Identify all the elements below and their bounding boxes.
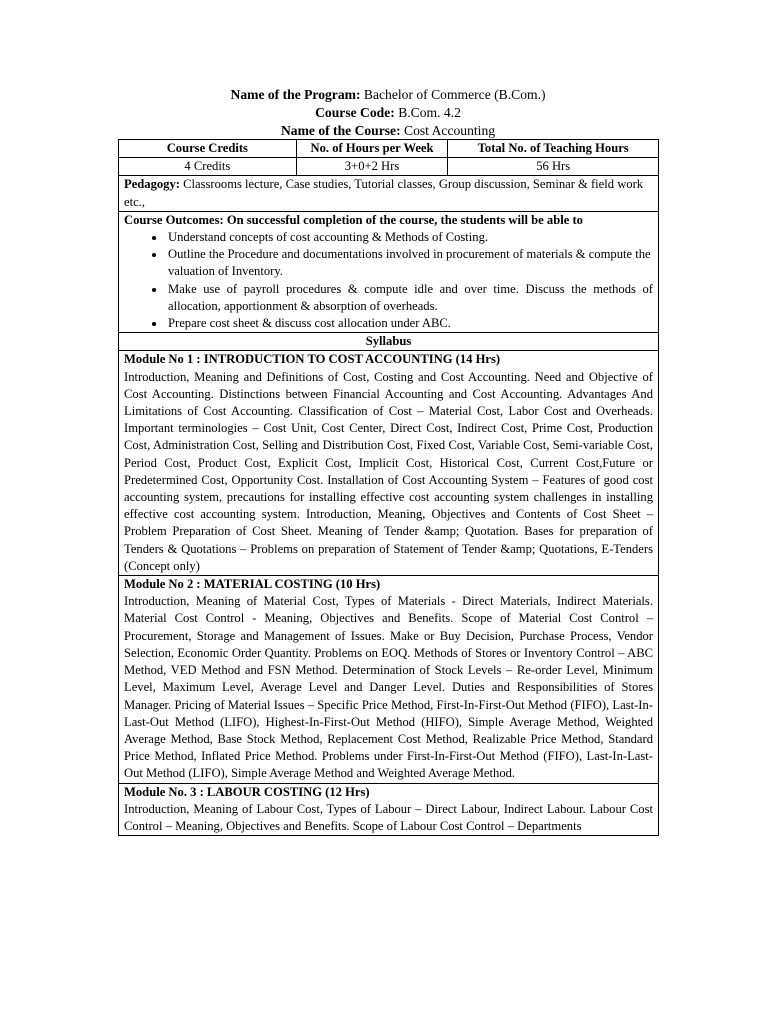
- total-hours-header-cell: Total No. of Teaching Hours: [448, 140, 659, 158]
- outcome-item: • Prepare cost sheet & discuss cost allocation under ABC.: [166, 315, 653, 332]
- course-header: [118, 86, 658, 140]
- pedagogy-label: Pedagogy:: [124, 177, 180, 192]
- module-title: Module No 2 : MATERIAL COSTING (10 Hrs): [124, 577, 381, 592]
- program-value: Bachelor of Commerce (B.Com.): [363, 87, 546, 102]
- module-text: Introduction, Meaning of Labour Cost, Types of Labour – Direct Labour, Indirect Labour. Labour Cost Control – Meaning, Objectives and Benefits. Scope of Labour Cost Control – Departments: [124, 801, 653, 833]
- pedagogy-text: Classrooms lecture, Case studies, Tutorial classes, Group discussion, Seminar & field work etc.,: [124, 177, 644, 209]
- course-name-label: Name of the Course:: [280, 123, 401, 138]
- pedagogy-cell: [119, 176, 659, 211]
- course-table: [118, 139, 659, 836]
- module-row: [119, 783, 659, 836]
- program-line: [118, 86, 658, 104]
- credits-header-row: [119, 140, 659, 158]
- module-2-cell: [119, 576, 659, 783]
- module-title: Module No 1 : INTRODUCTION TO COST ACCOUNTING (14 Hrs): [124, 352, 501, 367]
- outcomes-cell: [119, 211, 659, 332]
- module-row: [119, 576, 659, 783]
- syllabus-heading: Syllabus: [119, 333, 659, 351]
- outcome-item: • Make use of payroll procedures & compute idle and over time. Discuss the methods of allocation, apportionment & absorption of overheads.: [166, 281, 653, 315]
- outcomes-heading: Course Outcomes: On successful completion of the course, the students will be able to: [124, 212, 583, 227]
- module-title: Module No. 3 : LABOUR COSTING (12 Hrs): [124, 784, 370, 799]
- outcomes-list: [124, 229, 653, 332]
- syllabus-heading-row: [119, 333, 659, 351]
- hours-value-cell: 3+0+2 Hrs: [296, 158, 448, 176]
- course-name-line: [118, 122, 658, 140]
- hours-header-cell: No. of Hours per Week: [296, 140, 448, 158]
- course-code-label: Course Code:: [315, 105, 395, 120]
- program-label: Name of the Program:: [230, 87, 361, 102]
- outcome-item: • Outline the Procedure and documentations involved in procurement of materials & compute the valuation of Inventory.: [166, 246, 653, 280]
- module-text: Introduction, Meaning and Definitions of Cost, Costing and Cost Accounting. Need and Objective of Cost Accounting. Distinctions between Financial Accounting and Cost Accounting. Advantages And Limitations of Cost Accounting. Classification of Cost – Material Cost, Labor Cost and Overheads. Important terminologies – Cost Unit, Cost Center, Direct Cost, Indirect Cost, Prime Cost, Production Cost, Administration Cost, Selling and Distribution Cost, Fixed Cost, Variable Cost, Semi-variable Cost, Period Cost, Product Cost, Explicit Cost, Implicit Cost, Historical Cost, Current Cost,Future or Predetermined Cost, Opportunity Cost. Installation of Cost Accounting System – Features of good cost accounting system, precautions for installing effective cost accounting system challenges in installing effective cost accounting system. Introduction, Meaning, Objectives and Contents of Cost Sheet – Problem Preparation of Cost Sheet. Meaning of Tender &amp; Quotation. Bases for preparation of Tenders & Quotations – Problems on preparation of Statement of Tender &amp; Quotations, E-Tenders (Concept only): [124, 369, 653, 573]
- outcomes-row: [119, 211, 659, 332]
- credits-header-cell: Course Credits: [119, 140, 297, 158]
- course-name-value: Cost Accounting: [404, 123, 496, 138]
- course-code-line: [118, 104, 658, 122]
- total-hours-value-cell: 56 Hrs: [448, 158, 659, 176]
- credits-value-row: [119, 158, 659, 176]
- course-code-value: B.Com. 4.2: [398, 105, 461, 120]
- credits-value-cell: 4 Credits: [119, 158, 297, 176]
- module-row: [119, 351, 659, 576]
- outcome-item: • Understand concepts of cost accounting & Methods of Costing.: [166, 229, 653, 246]
- module-text: Introduction, Meaning of Material Cost, Types of Materials - Direct Materials, Indirect Materials. Material Cost Control - Meaning, Objectives and Benefits. Scope of Material Cost Control – Procurement, Storage and Management of Issues. Make or Buy Decision, Purchase Process, Vendor Selection, Economic Order Quantity. Problems on EOQ. Methods of Stores or Inventory Control – ABC Method, VED Method and FSN Method. Determination of Stock Levels – Re-order Level, Minimum Level, Maximum Level, Average Level and Danger Level. Duties and Responsibilities of Stores Manager. Pricing of Material Issues – Specific Price Method, First-In-First-Out Method (FIFO), Last-In-Last-Out Method (LIFO), Highest-In-First-Out Method (HIFO), Simple Average Method, Weighted Average Method, Base Stock Method, Replacement Cost Method, Realizable Price Method, Standard Price Method, Inflated Price Method. Problems under First-In-First-Out Method (FIFO), Last-In-Last-Out Method (LIFO), Simple Average Method and Weighted Average Method.: [124, 594, 653, 781]
- module-3-cell: [119, 783, 659, 836]
- pedagogy-row: [119, 176, 659, 211]
- module-1-cell: [119, 351, 659, 576]
